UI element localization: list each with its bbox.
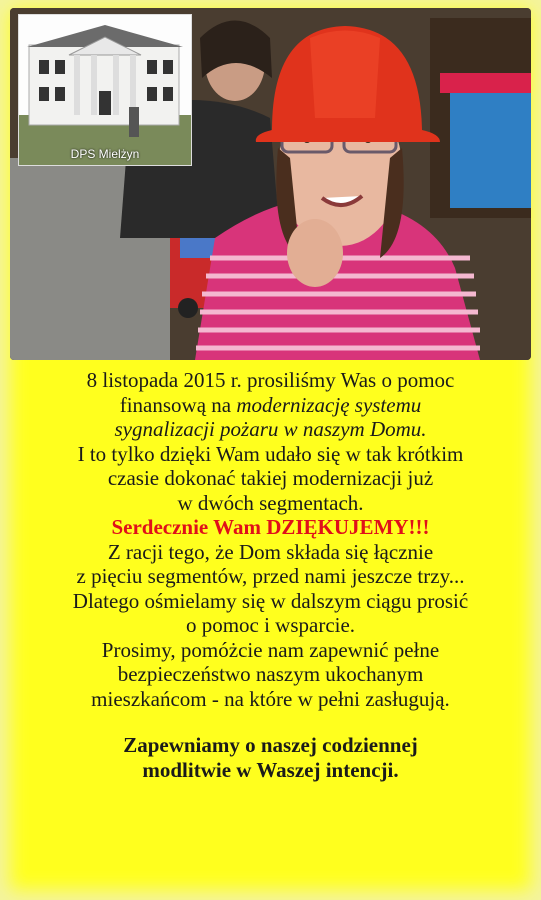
text-line: I to tylko dzięki Wam udało się w tak krótkim — [77, 441, 464, 466]
building-illustration — [19, 15, 191, 165]
text-italic: modernizację systemu — [236, 392, 422, 417]
text-line: o pomoc i wsparcie. — [185, 613, 356, 637]
text-line: Dlatego ośmielamy się w dalszym ciągu prosić — [72, 588, 469, 613]
appeal-text — [0, 368, 541, 782]
text-line-italic: sygnalizacji pożaru w naszym Domu. — [114, 417, 427, 441]
text-line: mieszkańcom - na które w pełni zasługują. — [91, 686, 450, 711]
closing-line: Zapewniamy o naszej codziennej — [123, 733, 418, 757]
text-line: 8 listopada 2015 r. prosiliśmy Was o pomoc — [86, 368, 455, 392]
girl-in-helmet-photo — [10, 8, 531, 360]
building-inset — [18, 14, 192, 166]
text-segment: finansową na — [119, 392, 237, 417]
text-line: czasie dokonać takiej modernizacji już — [107, 466, 434, 490]
text-line: bezpieczeństwo naszym ukochanym — [117, 662, 424, 686]
text-line: Z racji tego, że Dom składa się łącznie — [107, 539, 434, 564]
text-line: Prosimy, pomóżcie nam zapewnić pełne — [101, 637, 440, 662]
thanks-heading: Serdecznie Wam DZIĘKUJEMY!!! — [111, 515, 430, 539]
text-line — [0, 393, 541, 418]
text-line: w dwóch segmentach. — [177, 490, 364, 515]
text-line: z pięciu segmentów, przed nami jeszcze trzy... — [76, 564, 465, 588]
inset-caption: DPS Mielżyn — [70, 147, 140, 161]
closing-line: modlitwie w Waszej intencji. — [142, 757, 399, 782]
